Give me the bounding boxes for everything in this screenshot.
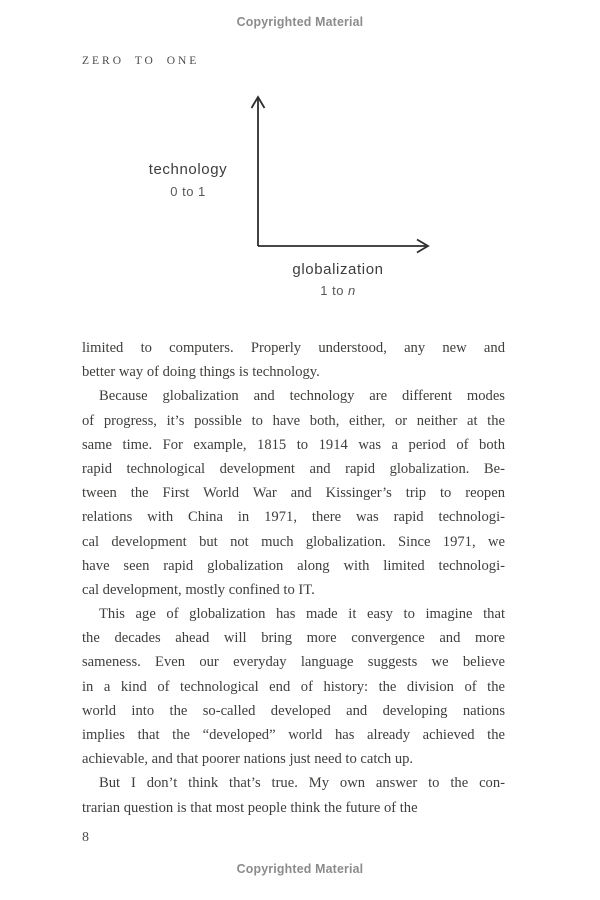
x-axis-range-prefix: 1 to: [320, 283, 344, 298]
running-header: ZERO TO ONE: [82, 55, 200, 67]
body-line: Because globalization and technology are different modes: [99, 388, 505, 405]
body-line: better way of doing things is technology.: [82, 364, 320, 381]
body-line: trarian question is that most people think the future of the: [82, 799, 418, 816]
y-axis-label: technology: [148, 161, 228, 178]
body-line: relations with China in 1971, there was rapid technologi-: [82, 509, 505, 526]
body-line: sameness. Even our everyday language suggests we believe: [82, 654, 505, 671]
x-axis-range: [268, 283, 408, 298]
copyright-notice-bottom: Copyrighted Material: [236, 861, 364, 876]
body-line: of progress, it’s possible to have both, either, or neither at the: [82, 412, 505, 429]
body-line: cal development, mostly confined to IT.: [82, 581, 315, 598]
y-axis-range: 0 to 1: [170, 184, 206, 199]
body-line: same time. For example, 1815 to 1914 was a period of both: [82, 436, 505, 453]
body-line: the decades ahead will bring more convergence and more: [82, 630, 505, 647]
copyright-notice-top: Copyrighted Material: [236, 14, 364, 29]
body-line: world into the so-called developed and developing nations: [82, 702, 505, 719]
body-line: cal development but not much globalization. Since 1971, we: [82, 533, 505, 550]
body-line: implies that the “developed” world has already achieved the: [82, 727, 505, 743]
x-axis-label: globalization: [292, 261, 384, 278]
body-text: [82, 336, 505, 820]
x-axis-range-variable: n: [347, 283, 356, 298]
body-line: have seen rapid globalization along with limited technologi-: [82, 557, 505, 574]
body-line: tween the First World War and Kissinger’s trip to reopen: [82, 485, 505, 502]
page-number: 8: [82, 830, 89, 845]
body-line: achievable, and that poorer nations just need to catch up.: [82, 751, 414, 768]
body-line: rapid technological development and rapid globalization. Be-: [82, 460, 505, 477]
body-line: limited to computers. Properly understood, any new and: [82, 340, 505, 356]
body-line: But I don’t think that’s true. My own answer to the con-: [99, 775, 505, 792]
body-line: in a kind of technological end of history: the division of the: [82, 678, 505, 695]
body-line: This age of globalization has made it easy to imagine that: [99, 606, 505, 623]
